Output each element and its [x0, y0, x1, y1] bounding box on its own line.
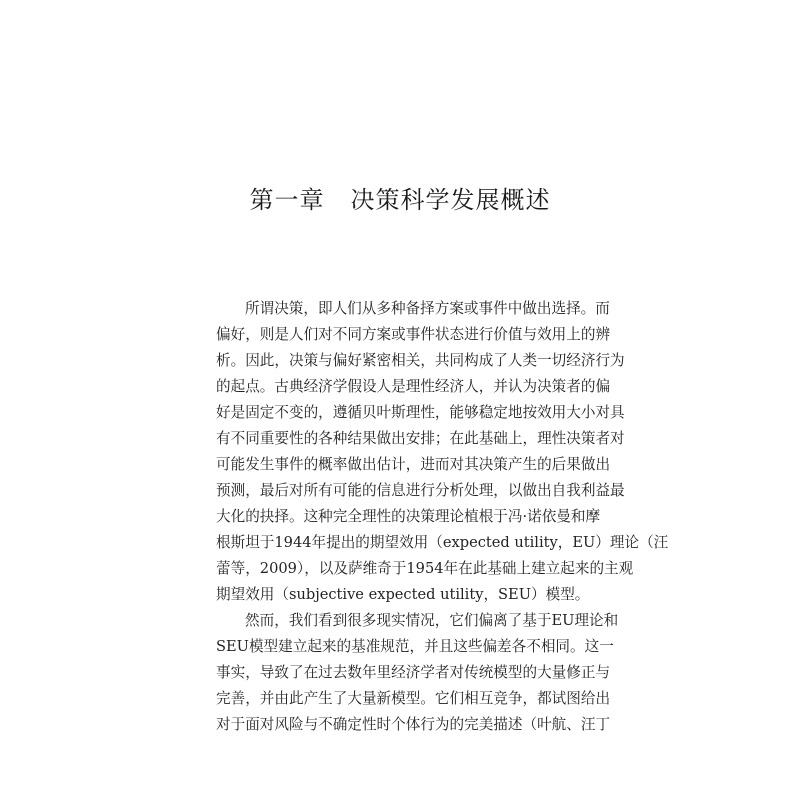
paragraph-2 — [216, 608, 619, 738]
text-line: 有不同重要性的各种结果做出安排；在此基础上，理性决策者对 — [216, 430, 625, 447]
text-line: 对于面对风险与不确定性时个体行为的完美描述（叶航、汪丁 — [216, 716, 611, 733]
text-line: 预测，最后对所有可能的信息进行分析处理，以做出自我利益最 — [216, 482, 625, 499]
body-text — [216, 296, 669, 738]
text-line: SEU模型建立起来的基准规范，并且这些偏差各不相同。这一 — [216, 638, 614, 655]
text-line: 完善，并由此产生了大量新模型。它们相互竞争，都试图给出 — [216, 690, 611, 707]
text-line: 偏好，则是人们对不同方案或事件状态进行价值与效用上的辨 — [216, 326, 611, 343]
chapter-number: 第一章 — [249, 186, 325, 214]
chapter-heading — [0, 180, 800, 215]
text-line: 所谓决策，即人们从多种备择方案或事件中做出选择。而 — [245, 300, 610, 317]
text-line: 好是固定不变的，遵循贝叶斯理性，能够稳定地按效用大小对具 — [216, 404, 625, 421]
text-line: 析。因此，决策与偏好紧密相关，共同构成了人类一切经济行为 — [216, 352, 625, 369]
text-line: 根斯坦于1944年提出的期望效用（expected utility，EU）理论（汪 — [216, 534, 669, 551]
chapter-title: 决策科学发展概述 — [350, 186, 551, 214]
text-line: 蕾等，2009），以及萨维奇于1954年在此基础上建立起来的主观 — [216, 560, 634, 577]
text-line: 大化的抉择。这种完全理性的决策理论植根于冯·诺依曼和摩 — [216, 508, 601, 525]
paragraph-1 — [216, 296, 669, 608]
text-line: 事实，导致了在过去数年里经济学者对传统模型的大量修正与 — [216, 664, 611, 681]
text-line: 然而，我们看到很多现实情况，它们偏离了基于EU理论和 — [245, 612, 619, 629]
text-line: 可能发生事件的概率做出估计，进而对其决策产生的后果做出 — [216, 456, 611, 473]
text-line: 期望效用（subjective expected utility，SEU）模型。 — [216, 586, 590, 603]
text-line: 的起点。古典经济学假设人是理性经济人，并认为决策者的偏 — [216, 378, 611, 395]
